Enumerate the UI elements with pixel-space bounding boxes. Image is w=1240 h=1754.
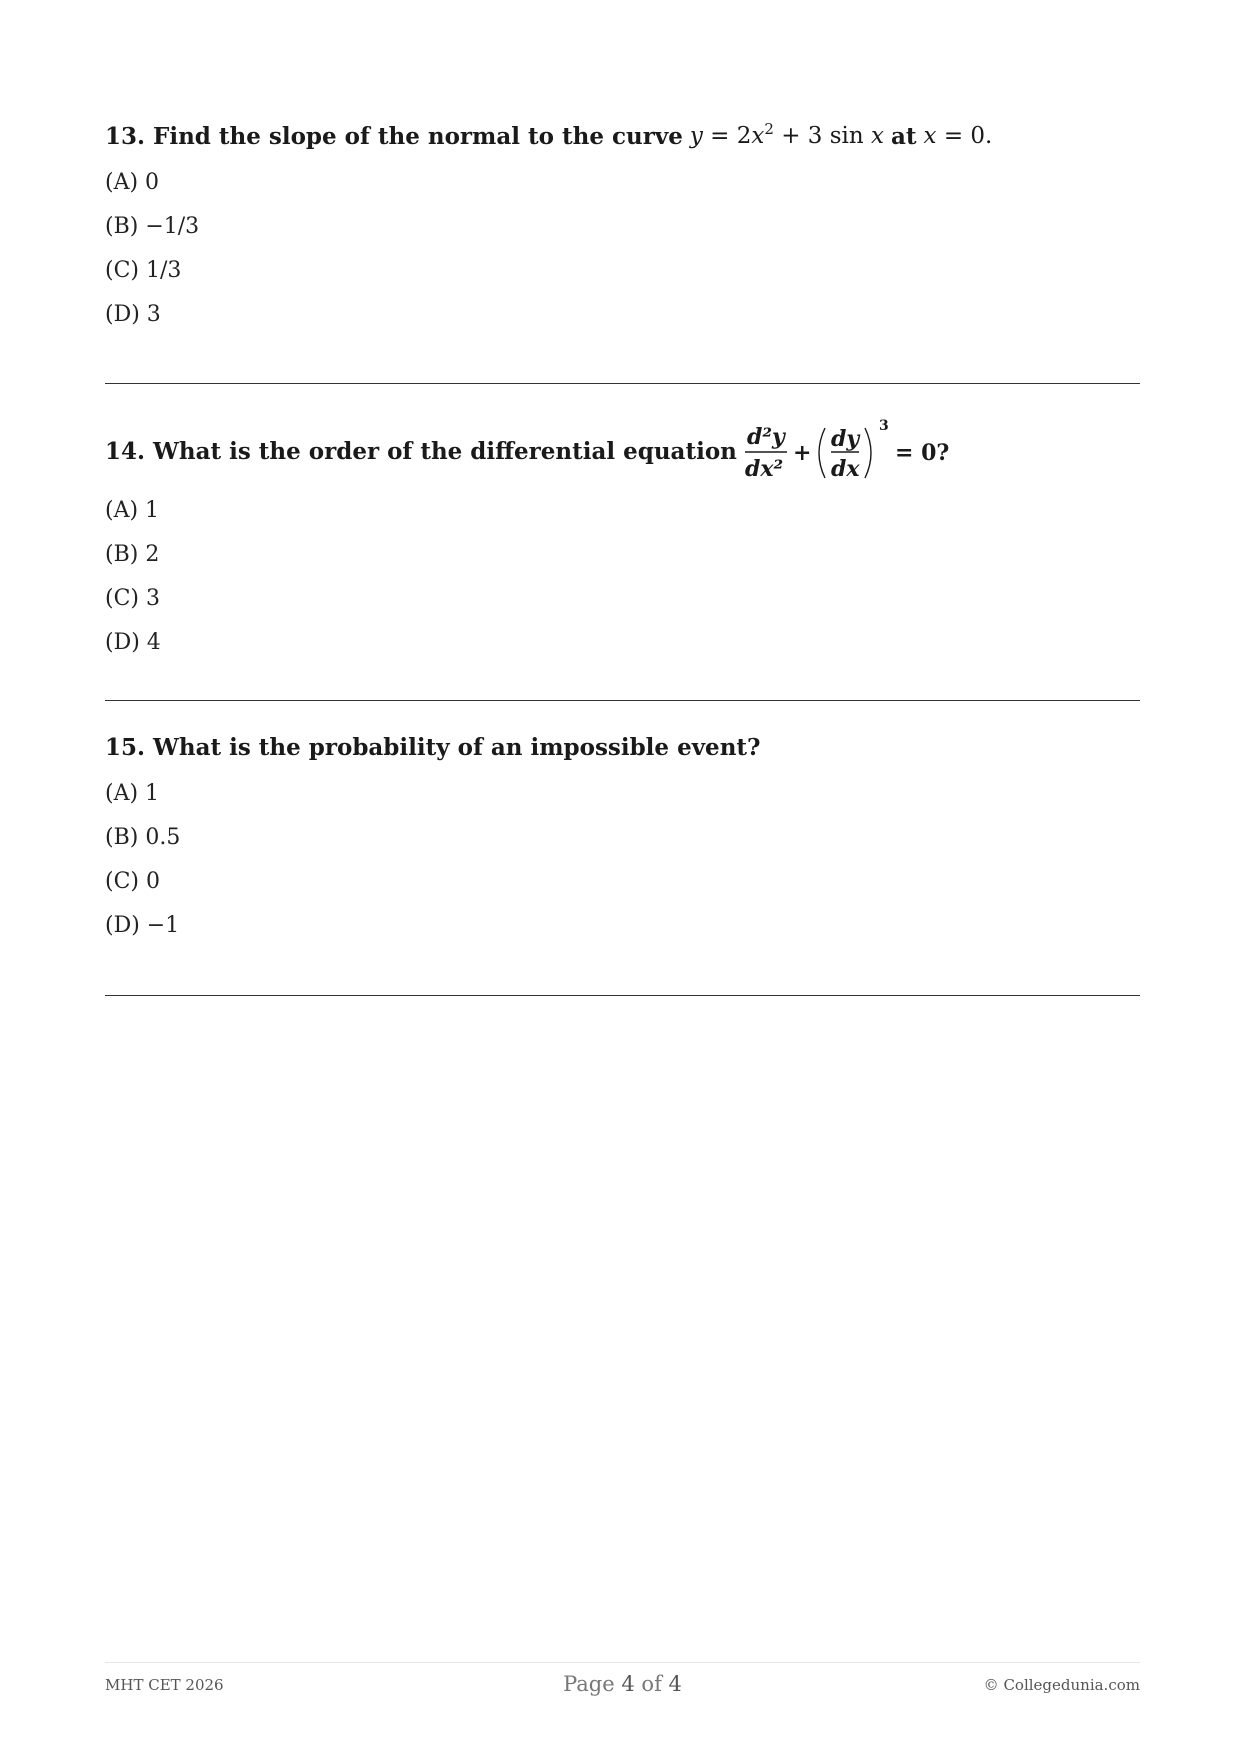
option-a[interactable]: (A) 1 <box>105 498 160 523</box>
exam-name: MHT CET 2026 <box>105 1676 224 1694</box>
option-d[interactable]: (D) 3 <box>105 302 161 327</box>
option-a[interactable]: (A) 0 <box>105 170 160 195</box>
page-total: 4 <box>668 1672 682 1696</box>
copyright: © Collegedunia.com <box>983 1676 1140 1694</box>
divider <box>105 700 1140 701</box>
question-number: 14. <box>105 437 146 465</box>
option-b[interactable]: (B) −1/3 <box>105 214 200 239</box>
eq-power: 3 <box>878 418 889 434</box>
page-footer <box>105 1672 1140 1702</box>
option-d[interactable]: (D) −1 <box>105 913 180 938</box>
option-b[interactable]: (B) 0.5 <box>105 825 181 850</box>
curve-equation: $y = 2x^2 + 3$ sin x <box>689 120 884 149</box>
options-list <box>105 161 1140 337</box>
divider <box>105 995 1140 996</box>
question-14 <box>105 416 1140 665</box>
question-prompt: What is the order of the differential equation <box>153 437 737 465</box>
footer-divider <box>105 1662 1140 1663</box>
question-prompt: Find the slope of the normal to the curve <box>153 122 683 150</box>
options-list <box>105 772 1140 948</box>
question-14-text <box>105 416 1140 486</box>
option-d[interactable]: (D) 4 <box>105 630 161 655</box>
question-15 <box>105 727 1140 948</box>
question-joiner: at <box>891 122 917 150</box>
eq-inner-numerator: dy <box>830 426 860 452</box>
eq-tail: = 0? <box>894 440 950 466</box>
option-b[interactable]: (B) 2 <box>105 542 160 567</box>
option-c[interactable]: (C) 3 <box>105 586 160 611</box>
question-13-text <box>105 116 1140 156</box>
question-number: 13. <box>105 122 146 150</box>
eq-numerator: d²y <box>746 424 785 450</box>
question-prompt: What is the probability of an impossible event? <box>153 733 761 761</box>
divider <box>105 383 1140 384</box>
eq-inner-denominator: dx <box>830 456 860 482</box>
eq-plus: + <box>792 440 812 466</box>
option-c[interactable]: (C) 0 <box>105 869 160 894</box>
page-indicator: Page 4 of 4 <box>563 1672 682 1696</box>
page-current: 4 <box>621 1672 635 1696</box>
question-13 <box>105 116 1140 337</box>
options-list <box>105 489 1140 665</box>
differential-equation <box>745 416 965 486</box>
option-a[interactable]: (A) 1 <box>105 781 160 806</box>
question-number: 15. <box>105 733 146 761</box>
eq-denominator: dx² <box>744 456 784 482</box>
condition: x = 0. <box>923 123 993 149</box>
option-c[interactable]: (C) 1/3 <box>105 258 182 283</box>
question-15-text <box>105 727 1140 767</box>
